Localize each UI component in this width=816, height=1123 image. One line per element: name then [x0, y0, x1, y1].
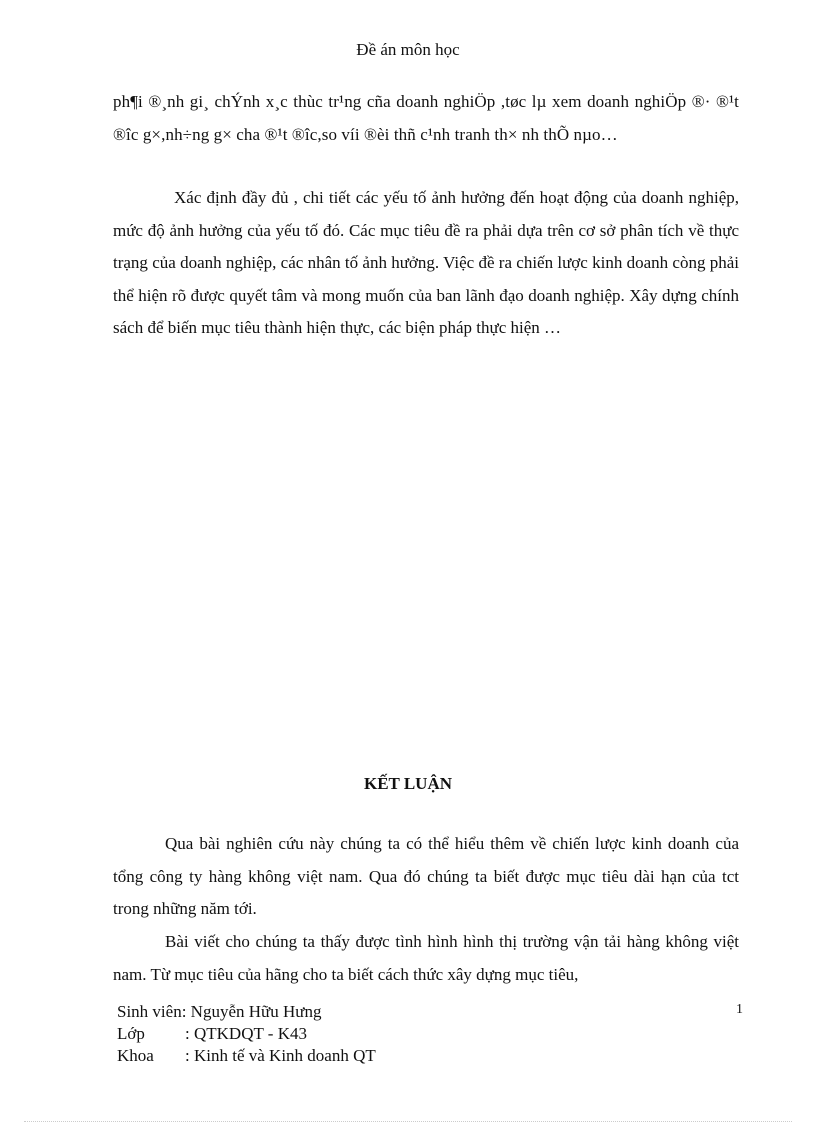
paragraph-conclusion-2: Bài viết cho chúng ta thấy được tình hình hình thị trường vận tải hàng không việt nam. Từ mục tiêu của hãng cho ta biết cách thức xây dựng mục tiêu,	[113, 932, 739, 984]
footer-student-value: Nguyễn Hữu Hưng	[190, 1002, 322, 1021]
footer-class-row	[117, 1023, 376, 1045]
footer-faculty-value: : Kinh tế và Kinh doanh QT	[185, 1046, 376, 1065]
paragraph-legacy-encoded: ph¶i ®¸nh gi¸ chÝnh x¸c thùc tr¹ng cña doanh nghiÖp ,tøc lµ xem doanh nghiÖp ®· ®¹t ®îc g×,nh÷ng g× cha ®¹t ®îc,so víi ®èi thñ c¹nh tranh th× nh thÕ nµo…	[113, 92, 739, 144]
page-footer	[117, 1001, 376, 1067]
page-header-title: Đề án môn học	[356, 40, 460, 59]
footer-class-label: Lớp	[117, 1024, 145, 1043]
paragraph-factors: Xác định đầy đủ , chi tiết các yếu tố ảnh hưởng đến hoạt động của doanh nghiệp, mức độ ảnh hưởng của yếu tố đó. Các mục tiêu đề ra phải dựa trên cơ sở phân tích về thực trạng của doanh nghiệp, các nhân tố ảnh hưởng. Việc đề ra chiến lược kinh doanh còng phải thể hiện rõ được quyết tâm và mong muốn của ban lãnh đạo doanh nghiệp. Xây dựng chính sách để biến mục tiêu thành hiện thực, các biện pháp thực hiện …	[113, 188, 739, 338]
paragraph-conclusion-1: Qua bài nghiên cứu này chúng ta có thể hiểu thêm về chiến lược kinh doanh của tổng công ty hàng không việt nam. Qua đó chúng ta biết được mục tiêu dài hạn của tct trong những năm tới.	[113, 834, 739, 919]
page-number: 1	[736, 1002, 743, 1017]
footer-student-row	[117, 1001, 376, 1023]
section-heading-conclusion: KẾT LUẬN	[363, 774, 452, 793]
footer-faculty-row	[117, 1045, 376, 1067]
footer-faculty-label: Khoa	[117, 1046, 154, 1065]
page-bottom-divider	[24, 1121, 792, 1122]
footer-class-value: : QTKDQT - K43	[185, 1024, 307, 1043]
footer-student-label: Sinh viên:	[117, 1002, 187, 1021]
